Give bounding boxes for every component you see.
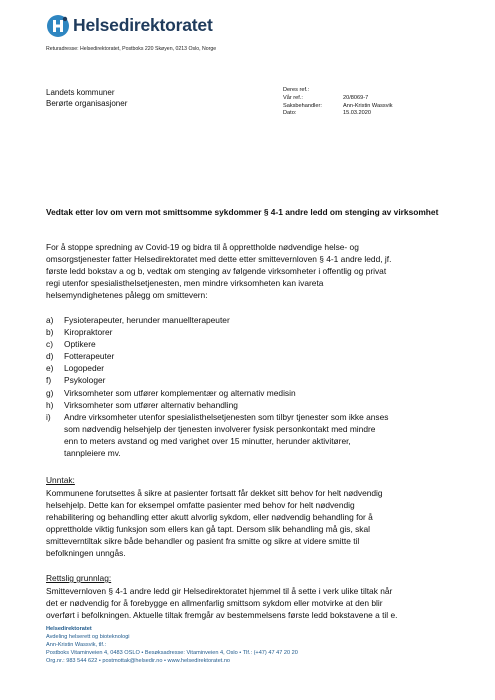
list-text: Psykologer (64, 375, 106, 386)
text-line: Andre virksomheter utenfor spesialisthelsetjenesten som tilbyr tjenester som ikke anses (64, 411, 389, 422)
text-line: helsemyndighetenes pålegg om smittevern: (46, 290, 208, 301)
text-line: smitteverntiltak sikre både behandler og pasient fra smitte og sikre at videre smitte til (46, 536, 360, 547)
footer-line: Org.nr.: 983 544 622 • postmottak@helsedir.no • www.helsedirektoratet.no (46, 657, 231, 664)
list-marker: f) (46, 375, 52, 386)
list-item (46, 374, 456, 386)
list-item (46, 338, 456, 350)
list-text: Virksomheter som utfører alternativ behandling (64, 399, 238, 410)
list-marker: h) (46, 399, 54, 410)
unntak-heading: Unntak: (46, 475, 75, 485)
text-line: rehabilitering og behandling etter akutt alvorlig sykdom, eller nødvendig behandling for å (46, 512, 373, 523)
business-list (46, 314, 456, 459)
footer-line: Ann-Kristin Wassvik, tlf.: (46, 641, 107, 648)
helsedirektoratet-logo (45, 13, 245, 41)
logo-symbol-icon (45, 13, 71, 39)
text-line: overført i befolkningen. Aktuelle tiltak fremgår av bestemmelsens første ledd bokstavene a til e. (46, 610, 398, 621)
list-text: Fysioterapeuter, herunder manuellterapeuter (64, 315, 230, 325)
list-item (46, 314, 456, 326)
list-item (46, 326, 456, 338)
reference-block (283, 87, 393, 118)
meta-label: Dato: (283, 110, 297, 117)
text-line: regi utenfor spesialisthelsetjenesten, men mindre virksomheten kan ivareta (46, 278, 324, 289)
text-line: omsorgstjenester fatter Helsedirektoratet med dette etter smittevernloven § 4-1 andre ledd, jf. (46, 254, 392, 265)
list-text: Fotterapeuter (64, 351, 115, 362)
footer-line: Avdeling helserett og bioteknologi (46, 633, 130, 640)
list-item (46, 411, 456, 459)
meta-value: Ann-Kristin Wassvik (343, 102, 393, 109)
logo-text: Helsedirektoratet (73, 15, 213, 35)
intro-paragraph (46, 241, 456, 301)
text-line: tannpleiere mv. (64, 448, 121, 459)
meta-label: Deres ref.: (283, 87, 310, 93)
footer-line: Postboks Vitaminveien 4, 0483 OSLO • Besøksadresse: Vitaminveien 4, Oslo • Tlf.: (+47) 47 47 20 20 (46, 649, 298, 656)
document-title: Vedtak etter lov om vern mot smittsomme sykdommer § 4-1 andre ledd om stenging av virksomhet (46, 207, 439, 217)
text-line: helsehjelp. Dette kan for eksempel omfatte pasienter med behov for helt nødvendig (46, 500, 355, 511)
text-line: Smittevernloven § 4-1 andre ledd gir Helsedirektoratet hjemmel til å sette i verk ulike tiltak når (46, 586, 393, 596)
list-marker: a) (46, 315, 54, 325)
meta-label: Saksbehandler: (283, 102, 322, 109)
list-marker: g) (46, 387, 54, 398)
list-item (46, 350, 456, 362)
footer-org: Helsedirektoratet (46, 626, 92, 632)
text-line: For å stoppe spredning av Covid-19 og bidra til å opprettholde nødvendige helse- og (46, 242, 359, 252)
text-line: som nødvendig helsehjelp der tjenesten involverer fysisk personkontakt med mindre (64, 423, 376, 434)
text-line: enn to meters avstand og med varighet over 15 minutter, herunder aktivitører, (64, 435, 351, 446)
text-line: Kommunene forutsettes å sikre at pasienter fortsatt får dekket sitt behov for helt nødvendig (46, 488, 383, 498)
list-text (64, 411, 456, 459)
recipient-line: Berørte organisasjoner (46, 98, 128, 108)
unntak-paragraph (46, 487, 456, 560)
list-text: Logopeder (64, 363, 105, 374)
list-item (46, 387, 456, 399)
grunnlag-heading: Rettslig grunnlag: (46, 573, 112, 583)
meta-row (283, 103, 393, 111)
list-text: Optikere (64, 339, 96, 350)
list-item (46, 399, 456, 411)
meta-row (283, 95, 393, 103)
text-line: det er nødvendig for å forebygge en allmenfarlig smittsom sykdom eller motvirke at den blir (46, 598, 383, 609)
list-marker: d) (46, 351, 54, 362)
text-line: opprettholde viktig funksjon som ellers kan gå tapt. Dersom slik behandling må gis, skal (46, 524, 370, 535)
letter-footer (46, 626, 298, 666)
list-marker: i) (46, 411, 51, 422)
text-line: første ledd bokstav a og b, vedtak om stenging av følgende virksomheter i offentlig og privat (46, 266, 387, 277)
recipient-block (46, 88, 127, 109)
text-line: befolkningen unngås. (46, 548, 126, 559)
meta-value: 20/8069-7 (343, 94, 369, 101)
list-marker: b) (46, 327, 54, 338)
list-item (46, 362, 456, 374)
recipient-line: Landets kommuner (46, 88, 115, 97)
meta-label: Vår ref.: (283, 94, 303, 101)
grunnlag-paragraph (46, 585, 456, 621)
meta-row (283, 87, 393, 95)
list-text: Virksomheter som utfører komplementær og alternativ medisin (64, 387, 296, 398)
list-marker: c) (46, 339, 53, 350)
meta-value: 15.03.2020 (343, 110, 371, 117)
meta-row (283, 110, 393, 118)
list-marker: e) (46, 363, 54, 374)
list-text: Kiropraktorer (64, 327, 113, 338)
return-address: Returadresse: Helsedirektoratet, Postboks 220 Skøyen, 0213 Oslo, Norge (46, 46, 217, 52)
